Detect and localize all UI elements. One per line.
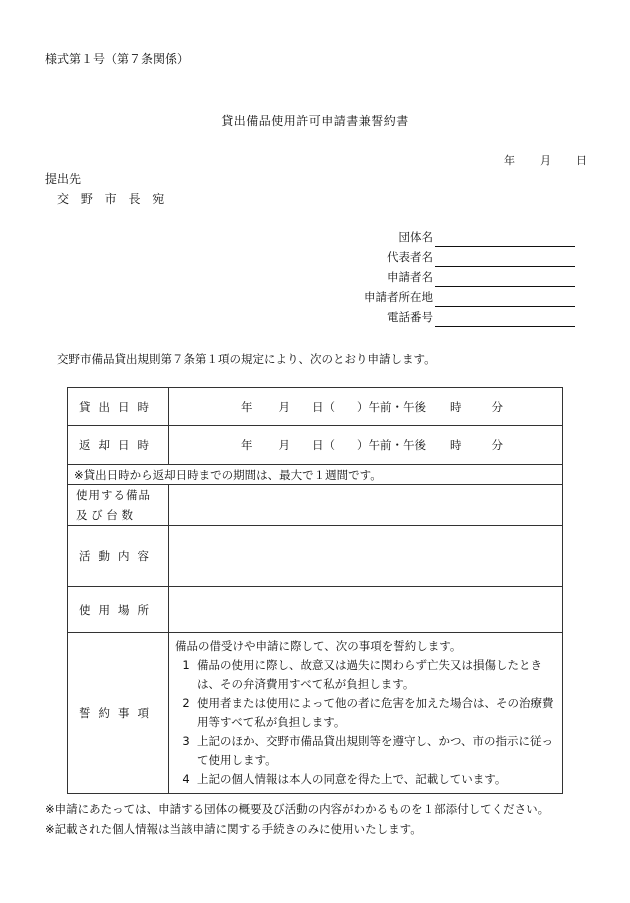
equipment-label xyxy=(68,485,169,526)
address-line xyxy=(435,306,575,307)
recipient: 交 野 市 長 宛 xyxy=(57,192,169,206)
org-name-field[interactable] xyxy=(360,229,575,247)
attachment-note: ※申請にあたっては、申請する団体の概要及び活動の内容がわかるものを１部添付してください。 xyxy=(45,802,550,816)
submit-to-label: 提出先 xyxy=(45,172,82,186)
date-month: 月 xyxy=(540,154,551,167)
org-name-label: 団体名 xyxy=(398,230,433,244)
return-year: 年 xyxy=(241,438,253,452)
return-ampm: 午前・午後 xyxy=(368,438,426,452)
equipment-label-line1: 使用する備品 xyxy=(76,488,151,502)
vow-item-number: 1 xyxy=(182,658,190,672)
representative-label: 代表者名 xyxy=(387,250,433,264)
applicant-label: 申請者名 xyxy=(387,270,433,284)
vow-label: 誓約事項 xyxy=(68,633,169,794)
period-note-row xyxy=(68,465,563,485)
intro-text: 交野市備品貸出規則第７条第１項の規定により、次のとおり申請します。 xyxy=(57,352,436,366)
return-day: 日（ xyxy=(312,438,335,452)
vow-item-number: 4 xyxy=(182,772,190,786)
period-note: ※貸出日時から返却日時までの期間は、最大で１週間です。 xyxy=(68,465,563,485)
place-label: 使用場所 xyxy=(68,587,169,633)
phone-line xyxy=(435,326,575,327)
equipment-input-cell[interactable] xyxy=(169,485,563,526)
rental-ampm: 午前・午後 xyxy=(368,399,426,414)
vow-item-text: 上記のほか、交野市備品貸出規則等を遵守し、かつ、市の指示に従って使用します。 xyxy=(197,734,554,767)
rental-minute: 分 xyxy=(491,399,503,414)
equipment-row xyxy=(68,485,563,526)
applicant-line xyxy=(435,286,575,287)
vow-item-number: 3 xyxy=(182,734,190,748)
representative-line xyxy=(435,266,575,267)
application-table xyxy=(67,387,563,794)
place-row xyxy=(68,587,563,633)
vow-item-text: 備品の使用に際し、故意又は過失に関わらず亡失又は損傷したときは、その弁済費用すべて私が負担します。 xyxy=(197,658,542,691)
date-day: 日 xyxy=(576,154,587,167)
vow-item xyxy=(175,694,556,732)
form-number: 様式第１号（第７条関係） xyxy=(45,52,190,66)
activity-input-cell[interactable] xyxy=(169,526,563,587)
rental-year: 年 xyxy=(241,399,253,414)
equipment-label-line2: 及 び 台 数 xyxy=(76,508,133,522)
vow-item-number: 2 xyxy=(182,696,190,710)
rental-label: 貸出日時 xyxy=(68,388,169,426)
phone-field[interactable] xyxy=(360,309,575,327)
representative-field[interactable] xyxy=(360,249,575,267)
vow-intro: 備品の借受けや申請に際して、次の事項を誓約します。 xyxy=(175,639,462,653)
page-title: 貸出備品使用許可申請書兼誓約書 xyxy=(221,114,409,128)
rental-row xyxy=(68,388,563,426)
return-label: 返却日時 xyxy=(68,426,169,465)
date-year: 年 xyxy=(504,154,515,167)
vow-row xyxy=(68,633,563,794)
return-minute: 分 xyxy=(491,438,503,452)
vow-item xyxy=(175,770,556,789)
activity-row xyxy=(68,526,563,587)
rental-day: 日（ xyxy=(312,399,335,414)
vow-item-text: 使用者または使用によって他の者に危害を加えた場合は、その治療費用等すべて私が負担します。 xyxy=(197,696,554,729)
rental-hour: 時 xyxy=(450,399,462,414)
rental-datetime-cell[interactable] xyxy=(169,388,563,426)
vow-item xyxy=(175,732,556,770)
vow-cell xyxy=(169,633,563,794)
org-name-line xyxy=(435,246,575,247)
rental-month: 月 xyxy=(278,399,290,414)
return-datetime-cell[interactable] xyxy=(169,426,563,465)
address-label: 申請者所在地 xyxy=(364,290,433,304)
vow-item xyxy=(175,656,556,694)
place-input-cell[interactable] xyxy=(169,587,563,633)
return-hour: 時 xyxy=(450,438,462,452)
return-paren: ） xyxy=(357,438,369,452)
vow-item-text: 上記の個人情報は本人の同意を得た上で、記載しています。 xyxy=(197,772,507,786)
rental-paren: ） xyxy=(357,399,369,414)
return-month: 月 xyxy=(278,438,290,452)
activity-label: 活動内容 xyxy=(68,526,169,587)
privacy-note: ※記載された個人情報は当該申請に関する手続きのみに使用いたします。 xyxy=(45,822,422,836)
applicant-field[interactable] xyxy=(360,269,575,287)
return-row xyxy=(68,426,563,465)
address-field[interactable] xyxy=(360,289,575,307)
phone-label: 電話番号 xyxy=(387,310,433,324)
